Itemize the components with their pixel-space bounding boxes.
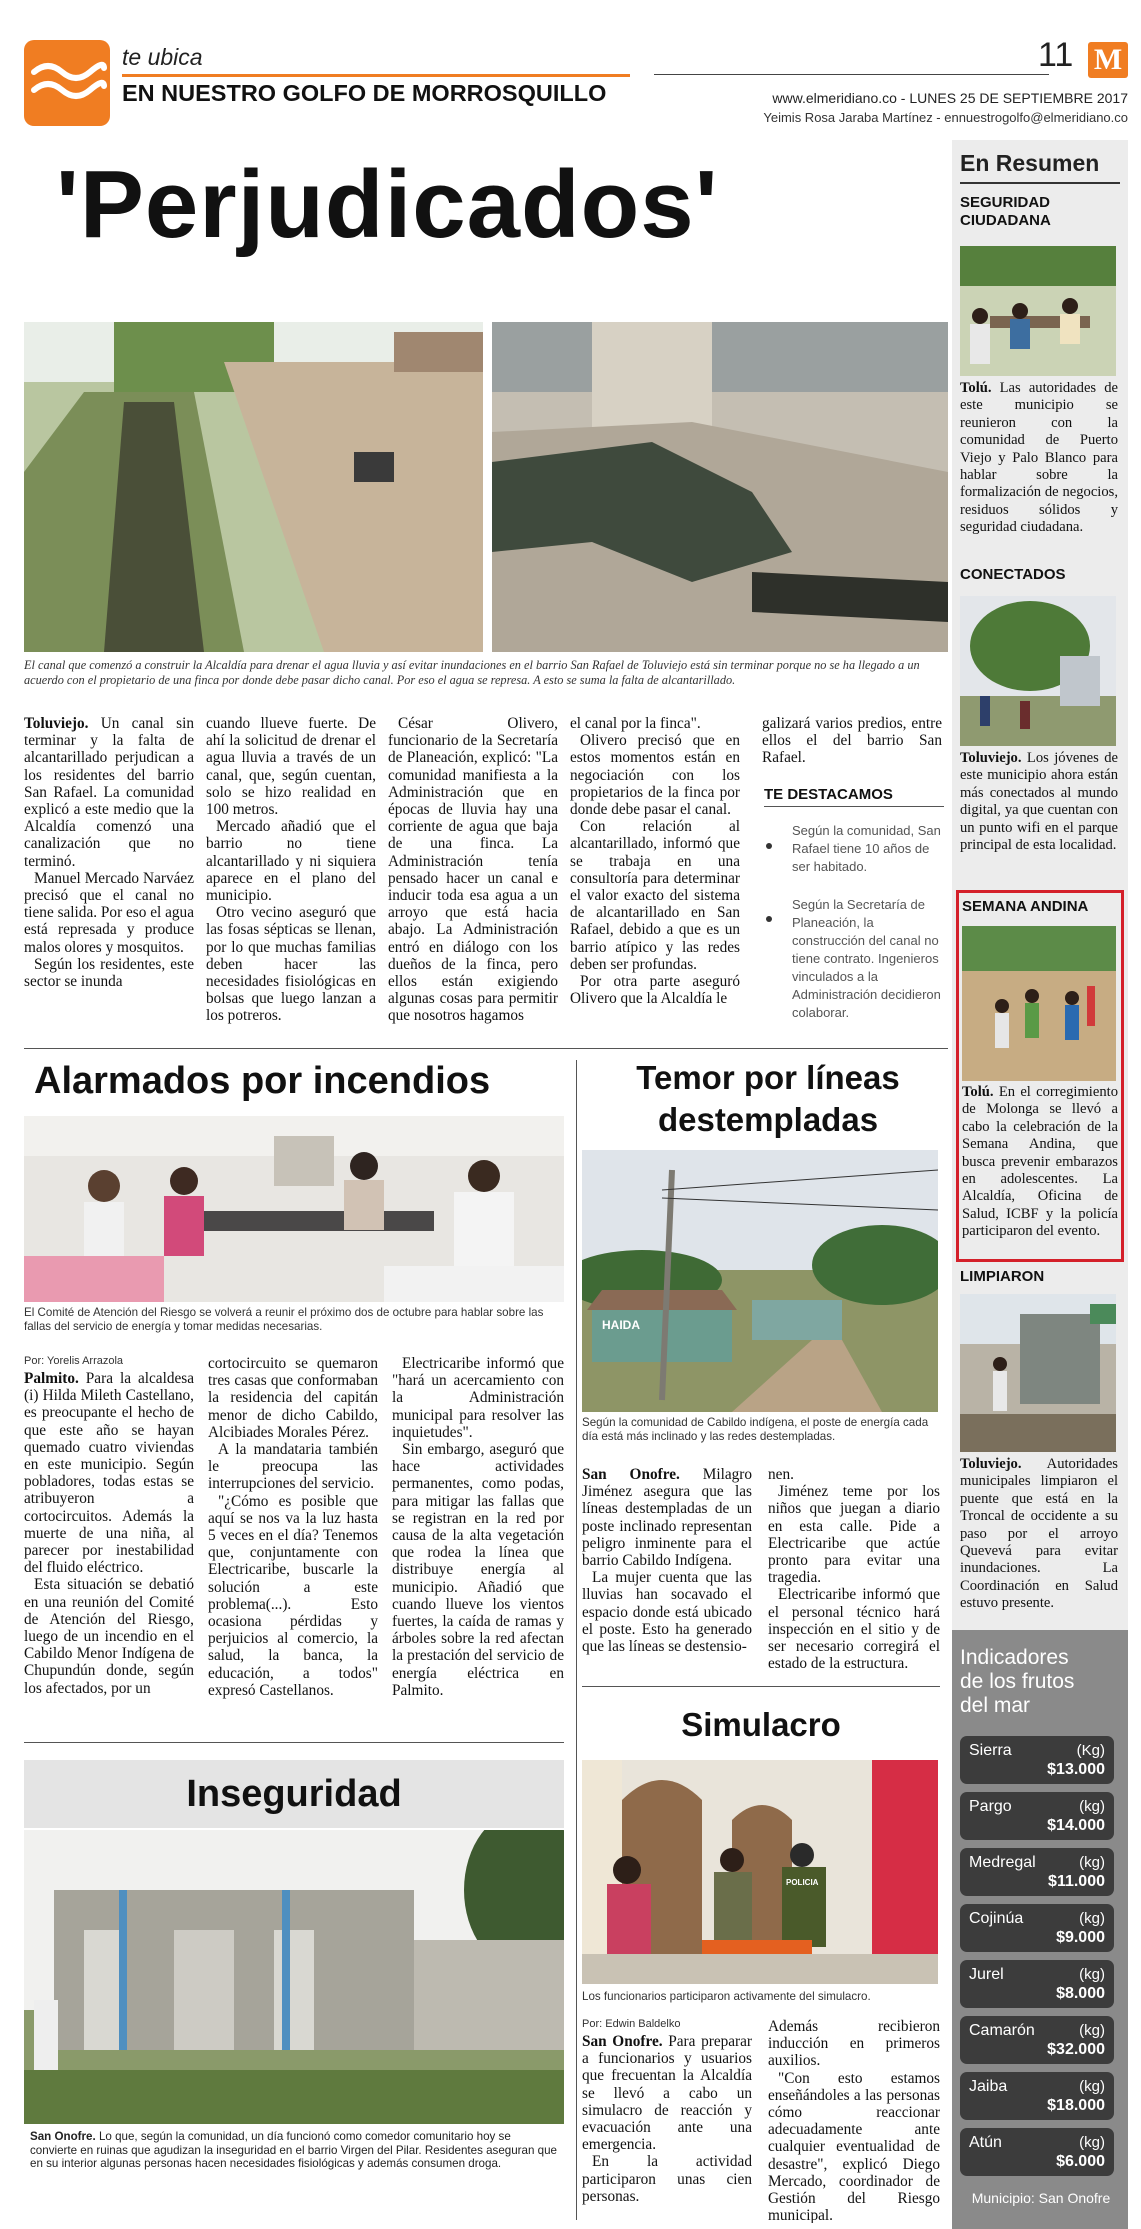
- destacamos-item: Según la Secretaría de Planeación, la construcción del canal no tiene contrato. Ingenieros vinculados a la Administración decidieron colaborar.: [792, 897, 941, 1020]
- incendios-author: Por: Yorelis Arrazola: [24, 1355, 124, 1367]
- price-row: Atún (kg) $6.000: [960, 2128, 1114, 2176]
- brand-logo: M: [1088, 42, 1128, 78]
- bullet-icon: [766, 916, 772, 922]
- lineas-column-2: nen. Jiménez teme por los niños que juegan a diario en esta calle. Pide a Electricaribe que actúe pronto para evitar una tragedia. Electricaribe informó que el personal técnico hará inspección en el sitio y de ser necesario corregirá el estado de la estructura.: [768, 1466, 940, 1673]
- price-row: Sierra (Kg) $13.000: [960, 1736, 1114, 1784]
- incendios-caption: El Comité de Atención del Riesgo se volverá a reunir el próximo dos de octubre para hablar sobre las fallas del servicio de energía y tomar medidas necesarias.: [24, 1306, 544, 1333]
- simulacro-column-2: Además recibieron inducción en primeros auxilios. "Con esto estamos enseñándoles a las personas cómo reaccionar adecuadamente ante cualquier eventualidad de desastre", explicó Diego Mercado, coordinador de Gestión del Riesgo municipal.: [768, 2018, 940, 2223]
- byline: Yeimis Rosa Jaraba Martínez - ennuestrogolfo@elmeridiano.co: [763, 110, 1128, 125]
- indicadores-footer: Municipio: San Onofre: [971, 2190, 1111, 2206]
- simulacro-headline: Simulacro: [681, 1706, 841, 1743]
- price-row: Cojinúa (kg) $9.000: [960, 1904, 1114, 1952]
- page-number: 11: [1038, 36, 1074, 74]
- sidebar-photo-4: [960, 1294, 1116, 1452]
- wave-icon: [24, 40, 110, 126]
- divider: [24, 1048, 948, 1049]
- canal-photo-right: [492, 322, 948, 652]
- sidebar-item-text: Toluviejo. Autoridades municipales limpiaron el puente que está en la Troncal de occidente a su paso por el arroyo Quevevá para evitar inundaciones. La Coordinación en Salud estuvo presente.: [960, 1456, 1118, 1612]
- sidebar-item-heading: SEMANA ANDINA: [962, 898, 1089, 915]
- incendios-column-1: Palmito. Para la alcaldesa (i) Hilda Mileth Castellano, es preocupante el hecho de que este año se hayan quemado cuatro viviendas en este municipio. Según pobladores, todas estas se atribuyeron a cortocircuitos. Además la muerte de una niña, al parecer por inestabilidad del fluido eléctrico. Esta situación se debatió en una reunión del Comité de Atención del Riesgo, luego de un incendio en el Cabildo Menor Indígena de Chupundún donde, según los afectados, por un: [24, 1370, 194, 1697]
- site-date: www.elmeridiano.co - LUNES 25 DE SEPTIEMBRE 2017: [772, 90, 1128, 106]
- destacamos-item: Según la comunidad, San Rafael tiene 10 años de ser habitado.: [792, 823, 941, 874]
- photo-sign: POLICIA: [786, 1878, 819, 1887]
- sidebar-title: En Resumen: [960, 150, 1100, 176]
- incendios-photo: [24, 1116, 564, 1302]
- header-rule: [654, 74, 1049, 75]
- incendios-column-3: Electricaribe informó que "hará un acercamiento con la Administración municipal para resolver las inquietudes". Sin embargo, aseguró que hace actividades permanentes, como podas, para mitigar las fallas que se registran en la red por causa de la alta vegetación que rodea la línea que distribuye energía al municipio. Añadió que cuando llueve los vientos fuertes, la caída de ramas y árboles sobre la red afectan la prestación del servicio de energía eléctrica en Palmito.: [392, 1355, 564, 1699]
- indicadores-title: del mar: [960, 1694, 1031, 1717]
- inseguridad-headline: Inseguridad: [186, 1773, 402, 1815]
- price-row: Pargo (kg) $14.000: [960, 1792, 1114, 1840]
- sidebar-item-heading: CONECTADOS: [960, 566, 1066, 583]
- simulacro-photo: [582, 1760, 938, 1984]
- inseguridad-caption: San Onofre. Lo que, según la comunidad, un día funcionó como comedor comunitario hoy se convierte en ruinas que agudizan la inseguridad en el barrio Virgen del Pilar. Residentes aseguran que en su interior algunas personas hacen necesidades fisiológicas y además consumen droga.: [30, 2130, 558, 2170]
- price-row: Jaiba (kg) $18.000: [960, 2072, 1114, 2120]
- indicadores-title: Indicadores: [960, 1646, 1069, 1669]
- canal-photo-left: [24, 322, 483, 652]
- main-headline: 'Perjudicados': [56, 151, 719, 258]
- indicadores-title: de los frutos: [960, 1670, 1075, 1693]
- sidebar-rule: [960, 182, 1120, 184]
- incendios-column-2: cortocircuito se quemaron tres casas que conformaban la residencia del capitán menor de dicho Cabildo, Alcibiades Morales Pérez. A la mandataria también le preocupa las interrupciones del servicio. "¿Cómo es posible que aquí se nos va la luz hasta 5 veces en el día? Tenemos que, conjuntamente con Electricaribe, buscarle la solución a este problema(...). Esto ocasiona pérdidas y perjuicios al comercio, la salud, la banca, la educación, a todos" expresó Castellanos.: [208, 1355, 378, 1699]
- sidebar-photo-3: [962, 926, 1116, 1081]
- simulacro-caption: Los funcionarios participaron activamente del simulacro.: [582, 1990, 871, 2003]
- sidebar-photo-2: [960, 596, 1116, 746]
- bullet-icon: [766, 843, 772, 849]
- lineas-caption: Según la comunidad de Cabildo indígena, el poste de energía cada día está más inclinado y las redes destempladas.: [582, 1416, 929, 1443]
- sidebar-item-heading: SEGURIDAD: [960, 194, 1051, 211]
- sidebar-item-text: Tolú. Las autoridades de este municipio se reunieron con la comunidad de Puerto Viejo y Palo Blanco para hablar sobre la formalización de negocios, residuos sólidos y seguridad ciudadana.: [960, 380, 1118, 536]
- main-column-1: Toluviejo. Un canal sin terminar y la falta de alcantarillado perjudican a los residentes del barrio San Rafael. La comunidad explicó a este medio que la Alcaldía comenzó una canalización que no terminó. Manuel Mercado Narváez precisó que el canal no tiene salida. Por eso el agua está represada y produce malos olores y mosquitos. Según los residentes, este sector se inunda: [24, 715, 194, 991]
- price-row: Jurel (kg) $8.000: [960, 1960, 1114, 2008]
- simulacro-author: Por: Edwin Baldelko: [582, 2018, 681, 2030]
- price-row: Medregal (kg) $11.000: [960, 1848, 1114, 1896]
- sidebar-photo-1: [960, 246, 1116, 376]
- main-column-3: César Olivero, funcionario de la Secretaría de Planeación, explicó: "La comunidad manifiesta a la Administración que en épocas de lluvia hay una corriente de agua que baja de una finca. La Administración tenía pensado hacer un canal e inducir toda esa agua a un arroyo que está hacia abajo. La Administración entró en diálogo con los dueños de la finca, pero ellos están exigiendo algunas cosas para permitir que nosotros hagamos: [388, 715, 558, 1025]
- simulacro-column-1: San Onofre. Para preparar a funcionarios y usuarios que frecuentan la Alcaldía se llevó a cabo un simulacro de reacción y evacuación ante una emergencia. En la actividad participaron unas cien personas.: [582, 2033, 752, 2205]
- price-row: Camarón (kg) $32.000: [960, 2016, 1114, 2064]
- section-title: EN NUESTRO GOLFO DE MORROSQUILLO: [122, 80, 607, 106]
- main-column-5: galizará varios predios, entre ellos el del barrio San Rafael.: [762, 715, 942, 767]
- sidebar-item-text: Toluviejo. Los jóvenes de este municipio ahora están más conectados al mundo digital, ya que cuentan con un punto wifi en el parque principal de esta localidad.: [960, 750, 1118, 854]
- sidebar-item-heading: LIMPIARON: [960, 1268, 1045, 1285]
- divider: [576, 1060, 577, 2220]
- lineas-photo: [582, 1150, 938, 1412]
- section-logo: [24, 40, 110, 126]
- divider: [24, 1742, 564, 1743]
- section-rule: [122, 74, 630, 77]
- main-column-2: cuando llueve fuerte. De ahí la solicitud de drenar el agua lluvia a través de un canal, que, según cuentan, solo se hizo realidad en 100 metros. Mercado añadió que el barrio no tiene alcantarillado y ni siquiera aparece en el plano del municipio. Otro vecino aseguró que las fosas sépticas se llenan, por lo que muchas familias deben hacer las necesidades fisiológicas en bolsas que luego lanzan a los potreros.: [206, 715, 376, 1025]
- photo-sign: HAIDA: [602, 1318, 640, 1332]
- main-photo-caption: El canal que comenzó a construir la Alcaldía para drenar el agua lluvia y así evitar inundaciones en el barrio San Rafael de Toluviejo está sin terminar porque no se ha llegado a un acuerdo con el propietario de una finca por donde debe pasar dicho canal. Por eso el agua se represa. A esto se suma la falta de alcantarillado.: [24, 658, 920, 687]
- section-kicker: te ubica: [122, 44, 203, 70]
- divider: [582, 1686, 940, 1687]
- destacamos-title: TE DESTACAMOS: [764, 786, 893, 803]
- lineas-headline-2: destempladas: [657, 1101, 879, 1138]
- inseguridad-photo: [24, 1830, 564, 2124]
- incendios-headline: Alarmados por incendios: [34, 1060, 491, 1102]
- sidebar-item-heading: CIUDADANA: [960, 212, 1051, 229]
- lineas-headline-1: Temor por líneas: [636, 1059, 900, 1096]
- main-column-4: el canal por la finca". Olivero precisó que en estos momentos están en negociación con los propietarios de la finca por donde debe pasar el canal. Con relación al alcantarillado, informó que se trabaja en una consultoría para determinar el valor exacto del sistema de alcantarillado en San Rafael, debido a que es un barrio atípico y las redes deben ser profundas. Por otra parte aseguró Olivero que la Alcaldía le: [570, 715, 740, 1008]
- destacamos-rule: [764, 806, 944, 807]
- lineas-column-1: San Onofre. Milagro Jiménez asegura que las líneas destempladas de un poste inclinado representan peligro inminente para el barrio Cabildo Indígena. La mujer cuenta que las lluvias han socavado el espacio donde está ubicado el poste. Esto ha generado que las líneas se destensio-: [582, 1466, 752, 1656]
- sidebar-item-text: Tolú. En el corregimiento de Molonga se llevó a cabo la celebración de la Semana Andina, que busca prevenir embarazos en adolescentes. La Alcaldía, Oficina de Salud, ICBF y la policía participaron del evento.: [962, 1084, 1118, 1240]
